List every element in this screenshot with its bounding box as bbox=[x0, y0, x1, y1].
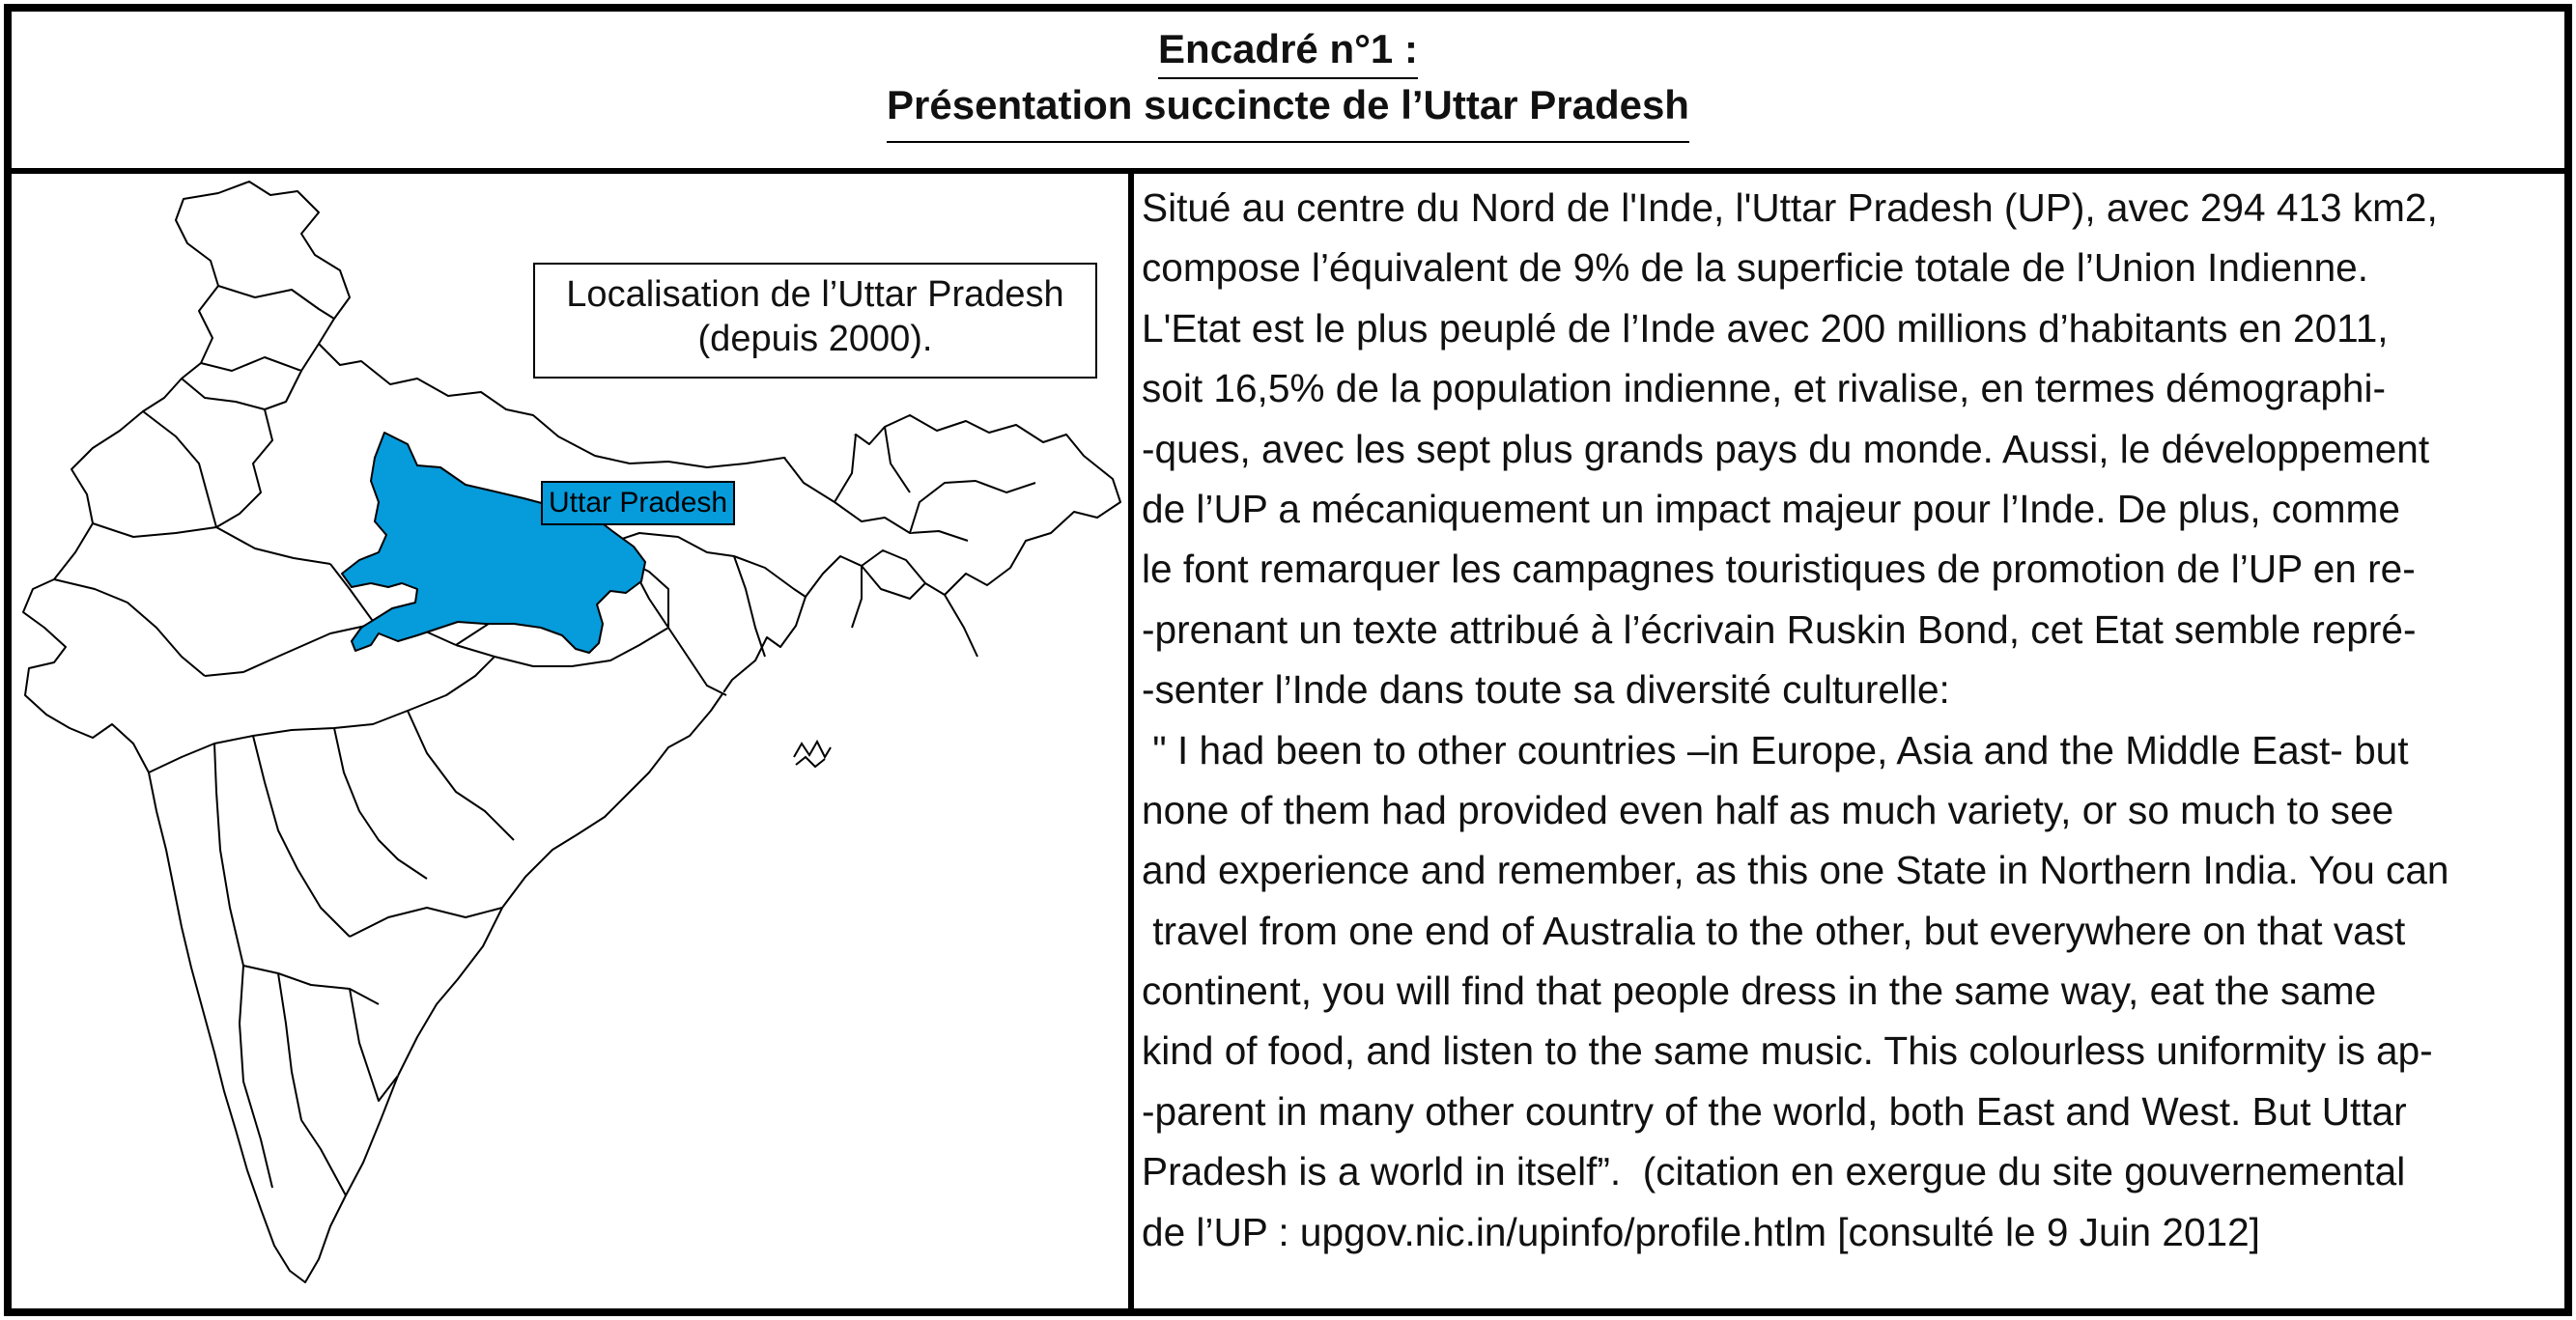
title-box bbox=[12, 12, 2564, 174]
description-text bbox=[1142, 178, 2566, 1262]
legend-line-1: Localisation de l’Uttar Pradesh bbox=[566, 274, 1064, 315]
text-line: de l’UP : upgov.nic.in/upinfo/profile.htlm [consulté le 9 Juin 2012] bbox=[1142, 1209, 2260, 1254]
text-line: -prenant un texte attribué à l’écrivain Ruskin Bond, cet Etat semble repré- bbox=[1142, 606, 2417, 652]
text-line: -senter l’Inde dans toute sa diversité culturelle: bbox=[1142, 667, 1950, 713]
text-line: kind of food, and listen to the same music. This colourless uniformity is ap- bbox=[1142, 1028, 2433, 1074]
map-panel bbox=[12, 174, 1134, 1308]
uttar-pradesh-label: Uttar Pradesh bbox=[541, 481, 735, 525]
text-line: le font remarquer les campagnes touristiques de promotion de l’UP en re- bbox=[1142, 547, 2416, 592]
text-line: Situé au centre du Nord de l'Inde, l'Uttar Pradesh (UP), avec 294 413 km2, bbox=[1142, 185, 2438, 230]
text-line: -ques, avec les sept plus grands pays du monde. Aussi, le développement bbox=[1142, 426, 2430, 471]
text-line: " I had been to other countries –in Europe, Asia and the Middle East- but bbox=[1142, 727, 2409, 772]
map-legend bbox=[533, 263, 1097, 379]
box-number-title: Encadré n°1 : bbox=[12, 25, 2564, 79]
box-frame bbox=[4, 4, 2572, 1316]
text-line: de l’UP a mécaniquement un impact majeur pour l’Inde. De plus, comme bbox=[1142, 486, 2400, 531]
legend-line-2: (depuis 2000). bbox=[697, 319, 933, 359]
text-line: travel from one end of Australia to the other, but everywhere on that vast bbox=[1142, 908, 2406, 953]
text-line: compose l’équivalent de 9% de la superficie totale de l’Union Indienne. bbox=[1142, 245, 2369, 291]
text-line: -parent in many other country of the world, both East and West. But Uttar bbox=[1142, 1088, 2407, 1134]
text-line: Pradesh is a world in itself”. (citation en exergue du site gouvernemental bbox=[1142, 1149, 2406, 1194]
box-main-title: Présentation succincte de l’Uttar Pradesh bbox=[12, 81, 2564, 143]
text-line: none of them had provided even half as much variety, or so much to see bbox=[1142, 787, 2394, 832]
text-line: continent, you will find that people dress in the same way, eat the same bbox=[1142, 969, 2377, 1014]
text-line: soit 16,5% de la population indienne, et rivalise, en termes démographi- bbox=[1142, 366, 2386, 411]
text-line: L'Etat est le plus peuplé de l’Inde avec 200 millions d’habitants en 2011, bbox=[1142, 305, 2389, 351]
text-line: and experience and remember, as this one State in Northern India. You can bbox=[1142, 848, 2449, 893]
sundarbans-mark bbox=[794, 742, 831, 767]
